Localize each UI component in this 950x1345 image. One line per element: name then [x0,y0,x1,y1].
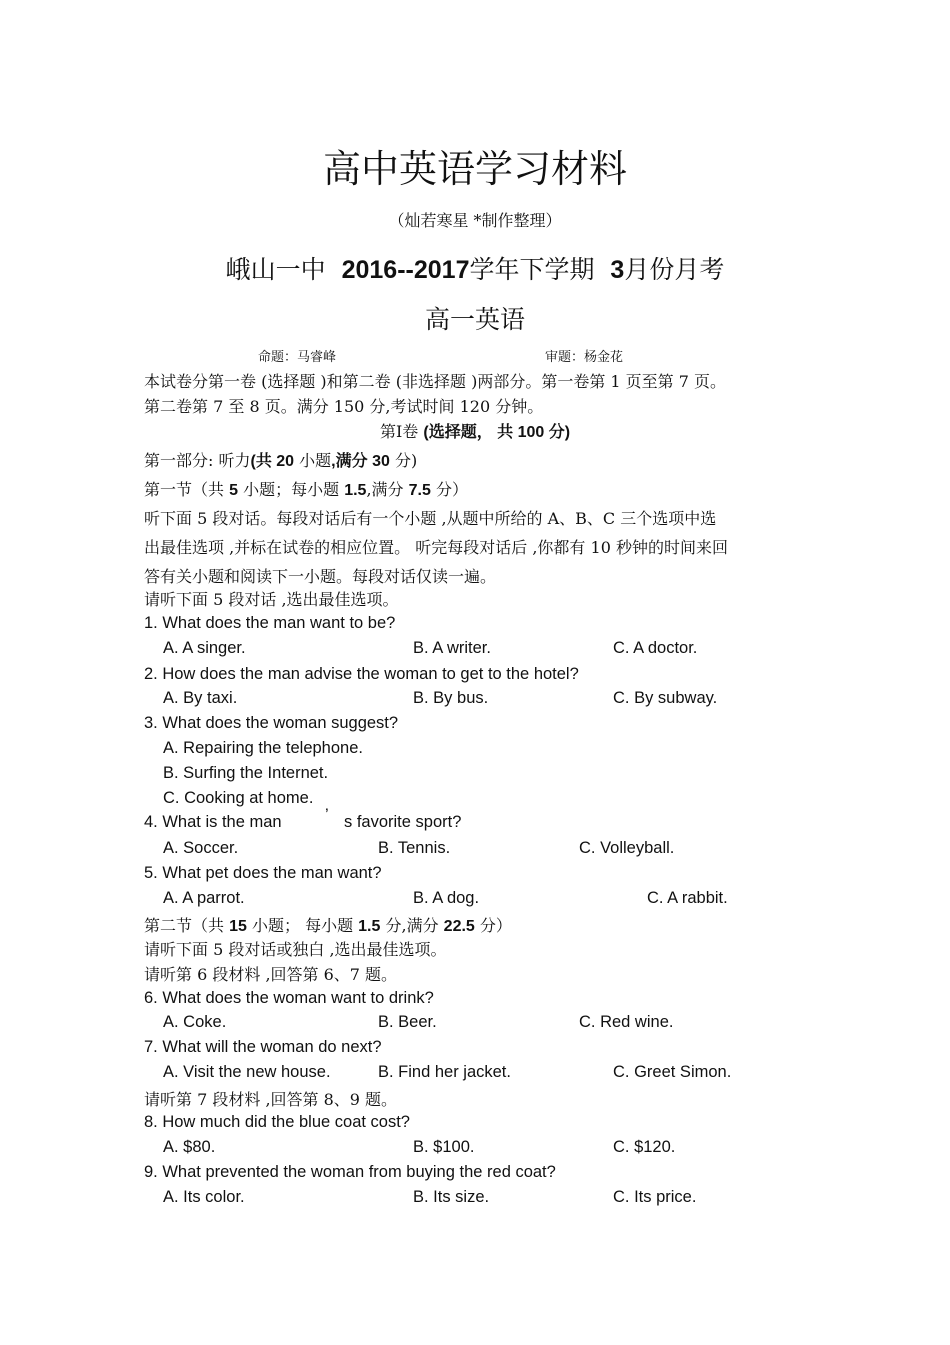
question-1: 1. What does the man want to be? [144,614,396,632]
exam-term: 学年下学期 [469,255,595,284]
q6-option-c: C. Red wine. [579,1013,674,1031]
q2-option-c: C. By subway. [613,689,718,707]
q6-option-b: B. Beer. [378,1013,437,1031]
section2-heading: 第二节（共 15 小题； 每小题 1.5 分,满分 22.5 分） [144,916,512,935]
q1-option-a: A. A singer. [163,639,246,657]
question-6: 6. What does the woman want to drink? [144,989,434,1007]
q9-option-c: C. Its price. [613,1188,697,1206]
exam-school: 峨山一中 [225,255,326,284]
q2-option-b: B. By bus. [413,689,489,707]
main-title: 高中英语学习材料 [322,147,627,191]
q1-option-c: C. A doctor. [613,639,698,657]
q3-option-c: C. Cooking at home. [163,789,314,807]
volume-desc: (选择题， 共 100 分) [423,424,571,441]
q1-option-b: B. A writer. [413,639,491,657]
q9-option-a: A. Its color. [163,1188,245,1206]
q6-option-a: A. Coke. [163,1013,227,1031]
q5-option-a: A. A parrot. [163,889,245,907]
question-5: 5. What pet does the man want? [144,864,382,882]
q7-option-b: B. Find her jacket. [378,1063,511,1081]
material-6-instruction: 请听第 6 段材料 ,回答第 6、7 题。 [144,965,398,984]
material-7-instruction: 请听第 7 段材料 ,回答第 8、9 题。 [144,1090,398,1109]
subtitle: （灿若寒星 *制作整理） [388,211,562,230]
q3-option-a: A. Repairing the telephone. [163,739,363,757]
section1-instruction-3: 答有关小题和阅读下一小题。每段对话仅读一遍。 [144,567,497,586]
question-4-apostrophe: ’ [325,806,329,824]
q7-option-c: C. Greet Simon. [613,1063,732,1081]
exam-month-text: 月份月考 [624,255,725,284]
q5-option-b: B. A dog. [413,889,480,907]
q2-option-a: A. By taxi. [163,689,238,707]
section1-heading: 第一节（共 5 小题；每小题 1.5,满分 7.5 分） [144,480,468,499]
q9-option-b: B. Its size. [413,1188,490,1206]
question-8: 8. How much did the blue coat cost? [144,1113,410,1131]
q4-option-c: C. Volleyball. [579,839,675,857]
volume-label: 第Ⅰ卷 [379,422,419,441]
section1-instruction-2: 出最佳选项 ,并标在试卷的相应位置。 听完每段对话后 ,你都有 10 秒钟的时间来回 [144,538,728,557]
section2-instruction: 请听下面 5 段对话或独白 ,选出最佳选项。 [144,940,447,959]
question-7: 7. What will the woman do next? [144,1038,382,1056]
reviewer-credit: 审题：杨金花 [545,350,624,365]
question-9: 9. What prevented the woman from buying the red coat? [144,1163,556,1181]
q7-option-a: A. Visit the new house. [163,1063,331,1081]
section1-instruction-1: 听下面 5 段对话。每段对话后有一个小题 ,从题中所给的 A、B、C 三个选项中选 [144,509,717,528]
question-4-part-a: 4. What is the man [144,813,282,831]
volume-heading [0,419,950,442]
section1-instruction-4: 请听下面 5 段对话 ,选出最佳选项。 [144,590,399,609]
q5-option-c: C. A rabbit. [647,889,728,907]
author-credit: 命题：马睿峰 [258,350,337,365]
exam-month-num: 3 [610,256,625,284]
q8-option-a: A. $80. [163,1138,216,1156]
q4-option-b: B. Tennis. [378,839,451,857]
question-3: 3. What does the woman suggest? [144,714,399,732]
exam-title [0,250,950,286]
intro-line-2: 第二卷第 7 至 8 页。满分 150 分,考试时间 120 分钟。 [144,397,544,416]
question-4-part-b: s favorite sport? [344,813,462,831]
q8-option-c: C. $120. [613,1138,676,1156]
question-2: 2. How does the man advise the woman to get to the hotel? [144,665,579,683]
q8-option-b: B. $100. [413,1138,475,1156]
part1-heading: 第一部分: 听力(共 20 小题,满分 30 分) [144,451,418,470]
q4-option-a: A. Soccer. [163,839,239,857]
q3-option-b: B. Surfing the Internet. [163,764,329,782]
exam-years: 2016--2017 [341,256,470,284]
intro-line-1: 本试卷分第一卷 (选择题 )和第二卷 (非选择题 )两部分。第一卷第 1 页至第 7 页。 [144,372,727,391]
subject-title: 高一英语 [424,305,525,334]
